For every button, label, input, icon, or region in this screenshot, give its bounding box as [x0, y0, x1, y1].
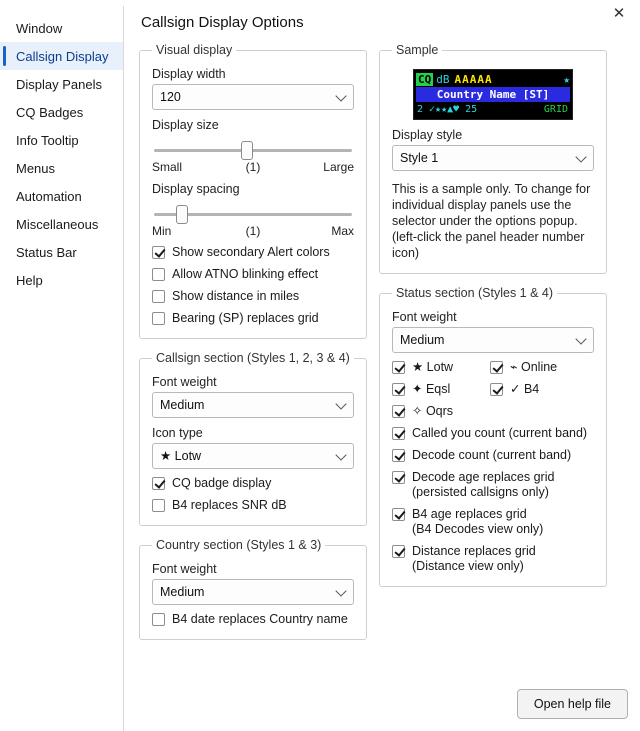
checkbox-label: B4 age replaces grid — [412, 507, 527, 521]
country-section-legend: Country section (Styles 1 & 3) — [156, 538, 322, 552]
slider-thumb[interactable] — [241, 141, 253, 160]
sidebar-item-label: Automation — [16, 188, 82, 204]
status-grid-row-3 — [392, 397, 594, 419]
sidebar-item-status-bar[interactable] — [0, 238, 123, 266]
checkbox-lotw[interactable] — [392, 360, 490, 375]
sample-cq-badge: CQ — [418, 73, 432, 86]
icon-type-selectwrap — [152, 443, 354, 469]
checkbox-box — [392, 405, 405, 418]
checkbox-box — [392, 361, 405, 374]
sidebar-item-window[interactable] — [0, 14, 123, 42]
sidebar-item-label: Callsign Display — [16, 48, 109, 64]
display-spacing-label: Display spacing — [152, 182, 240, 196]
sidebar-item-label: Info Tooltip — [16, 132, 79, 148]
checkbox-online[interactable] — [490, 360, 557, 375]
country-font-weight-label: Font weight — [152, 562, 217, 576]
status-section-group — [379, 286, 607, 587]
checkbox-label: Distance replaces grid — [412, 544, 536, 558]
display-size-label: Display size — [152, 118, 219, 132]
display-size-min-label: Small — [152, 160, 183, 174]
sidebar-item-label: Help — [16, 272, 43, 288]
sample-status-left: 2 ✓★★▲♥ 25 — [417, 104, 478, 115]
checkbox-box — [392, 471, 405, 484]
slider-thumb[interactable] — [176, 205, 188, 224]
display-spacing-min-label: Min — [152, 224, 172, 238]
callsign-section-group — [139, 351, 367, 526]
sample-db-label: dB — [436, 73, 450, 86]
status-font-weight-selectwrap — [392, 327, 594, 353]
visual-display-group — [139, 43, 367, 339]
checkbox-label: Show secondary Alert colors — [172, 245, 330, 259]
sidebar-item-automation[interactable] — [0, 182, 123, 210]
star-icon: ★ — [563, 73, 570, 86]
display-style-selectwrap — [392, 145, 594, 171]
main-pane — [125, 0, 640, 731]
checkbox-box — [392, 449, 405, 462]
visual-display-legend: Visual display — [156, 43, 233, 57]
sidebar-item-label: Miscellaneous — [16, 216, 99, 232]
callsign-font-weight-selectwrap — [152, 392, 354, 418]
checkbox-oqrs[interactable] — [392, 404, 490, 419]
sidebar-item-display-panels[interactable] — [0, 70, 123, 98]
sidebar-item-label: CQ Badges — [16, 104, 84, 120]
sample-row-callsign — [416, 72, 570, 87]
status-section-legend: Status section (Styles 1 & 4) — [396, 286, 554, 300]
country-section-group — [139, 538, 367, 640]
checkbox-label: B4 replaces SNR dB — [172, 498, 287, 512]
checkbox-sublabel: (Distance view only) — [412, 559, 524, 573]
display-style-select[interactable] — [392, 145, 594, 171]
checkbox-box — [152, 312, 165, 325]
checkbox-box — [152, 268, 165, 281]
checkbox-called-you-count[interactable] — [392, 426, 594, 441]
sample-note: This is a sample only. To change for individual display panels use the selector under the options popup. (left-click the panel header number icon) — [392, 182, 591, 260]
checkbox-label: ✓ B4 — [510, 382, 540, 396]
sample-grid: GRID — [543, 104, 568, 115]
checkbox-box — [392, 427, 405, 440]
checkbox-eqsl[interactable] — [392, 382, 490, 397]
checkbox-box — [152, 613, 165, 626]
checkbox-cq-badge-display[interactable] — [152, 476, 354, 491]
checkbox-decode-age-replaces-grid[interactable] — [392, 470, 594, 500]
checkbox-label: ✧ Oqrs — [412, 404, 454, 418]
display-width-selectwrap — [152, 84, 354, 110]
icon-type-select[interactable] — [152, 443, 354, 469]
checkbox-label: Called you count (current band) — [412, 426, 588, 440]
display-spacing-slider[interactable] — [152, 202, 354, 226]
sidebar-item-label: Menus — [16, 160, 56, 176]
checkbox-distance-replaces-grid[interactable] — [392, 544, 594, 574]
sidebar-item-callsign-display[interactable] — [0, 42, 123, 70]
checkbox-label: Decode age replaces grid — [412, 470, 555, 484]
checkbox-label: Decode count (current band) — [412, 448, 572, 462]
sidebar-item-miscellaneous[interactable] — [0, 210, 123, 238]
sample-row-status — [416, 102, 570, 117]
close-icon[interactable]: ✕ — [612, 4, 626, 22]
sample-legend: Sample — [396, 43, 439, 57]
callsign-font-weight-select[interactable] — [152, 392, 354, 418]
checkbox-b4-replaces-snr-db[interactable] — [152, 498, 354, 513]
checkbox-b4-age-replaces-grid[interactable] — [392, 507, 594, 537]
sidebar-item-label: Window — [16, 20, 63, 36]
sample-preview — [413, 69, 573, 120]
checkbox-box — [392, 508, 405, 521]
checkbox-sublabel: (persisted callsigns only) — [412, 485, 549, 499]
sidebar-item-label: Display Panels — [16, 76, 102, 92]
display-width-label: Display width — [152, 67, 226, 81]
checkbox-label: ✦ Eqsl — [412, 382, 451, 396]
country-font-weight-select[interactable] — [152, 579, 354, 605]
checkbox-label: Show distance in miles — [172, 289, 300, 303]
status-font-weight-select[interactable] — [392, 327, 594, 353]
sample-row-country — [416, 87, 570, 102]
display-size-value-label: (1) — [245, 160, 261, 174]
display-style-label: Display style — [392, 128, 463, 142]
display-spacing-value-label: (1) — [245, 224, 261, 238]
display-size-max-label: Large — [323, 160, 354, 174]
checkbox-sublabel: (B4 Decodes view only) — [412, 522, 544, 536]
status-grid-row-1 — [392, 353, 594, 375]
sidebar-item-cq-badges[interactable] — [0, 98, 123, 126]
display-size-slider[interactable] — [152, 138, 354, 162]
footer — [517, 689, 628, 719]
sidebar-item-label: Status Bar — [16, 244, 77, 260]
checkbox-box — [152, 290, 165, 303]
checkbox-label: B4 date replaces Country name — [172, 612, 348, 626]
slider-track — [154, 149, 352, 152]
checkbox-show-secondary-alert-colors[interactable] — [152, 245, 354, 260]
display-spacing-slider-labels — [152, 224, 354, 238]
checkbox-show-distance-in-miles[interactable] — [152, 289, 354, 304]
checkbox-box — [392, 545, 405, 558]
checkbox-box — [152, 499, 165, 512]
open-help-file-button[interactable]: Open help file — [517, 689, 628, 719]
sidebar-item-help[interactable] — [0, 266, 123, 294]
callsign-font-weight-label: Font weight — [152, 375, 217, 389]
checkbox-box — [152, 246, 165, 259]
icon-type-label: Icon type — [152, 426, 203, 440]
sidebar — [0, 6, 124, 731]
display-width-select[interactable] — [152, 84, 354, 110]
checkbox-box — [392, 383, 405, 396]
checkbox-bearing-replaces-grid[interactable] — [152, 311, 354, 326]
checkbox-label: Allow ATNO blinking effect — [172, 267, 319, 281]
sample-country: Country Name [ST] — [436, 88, 550, 101]
sidebar-item-menus[interactable] — [0, 154, 123, 182]
checkbox-box — [490, 361, 503, 374]
checkbox-label: ★ Lotw — [412, 360, 454, 374]
status-grid-row-2 — [392, 375, 594, 397]
left-column — [139, 43, 367, 652]
sample-group — [379, 43, 607, 274]
right-column — [379, 43, 607, 599]
callsign-section-legend: Callsign section (Styles 1, 2, 3 & 4) — [156, 351, 350, 365]
checkbox-b4-date-replaces-country-name[interactable] — [152, 612, 354, 627]
checkbox-label: Bearing (SP) replaces grid — [172, 311, 319, 325]
checkbox-b4[interactable] — [490, 382, 539, 397]
checkbox-allow-atno-blinking[interactable] — [152, 267, 354, 282]
display-size-slider-labels — [152, 160, 354, 174]
checkbox-decode-count[interactable] — [392, 448, 594, 463]
page-title: Callsign Display Options — [141, 14, 304, 31]
sidebar-item-info-tooltip[interactable] — [0, 126, 123, 154]
country-font-weight-selectwrap — [152, 579, 354, 605]
checkbox-box — [490, 383, 503, 396]
status-font-weight-label: Font weight — [392, 310, 457, 324]
display-spacing-max-label: Max — [331, 224, 354, 238]
checkbox-box — [152, 477, 165, 490]
sample-callsign: AAAAA — [454, 73, 493, 86]
checkbox-label: CQ badge display — [172, 476, 272, 490]
checkbox-label: ⌁ Online — [510, 360, 558, 374]
